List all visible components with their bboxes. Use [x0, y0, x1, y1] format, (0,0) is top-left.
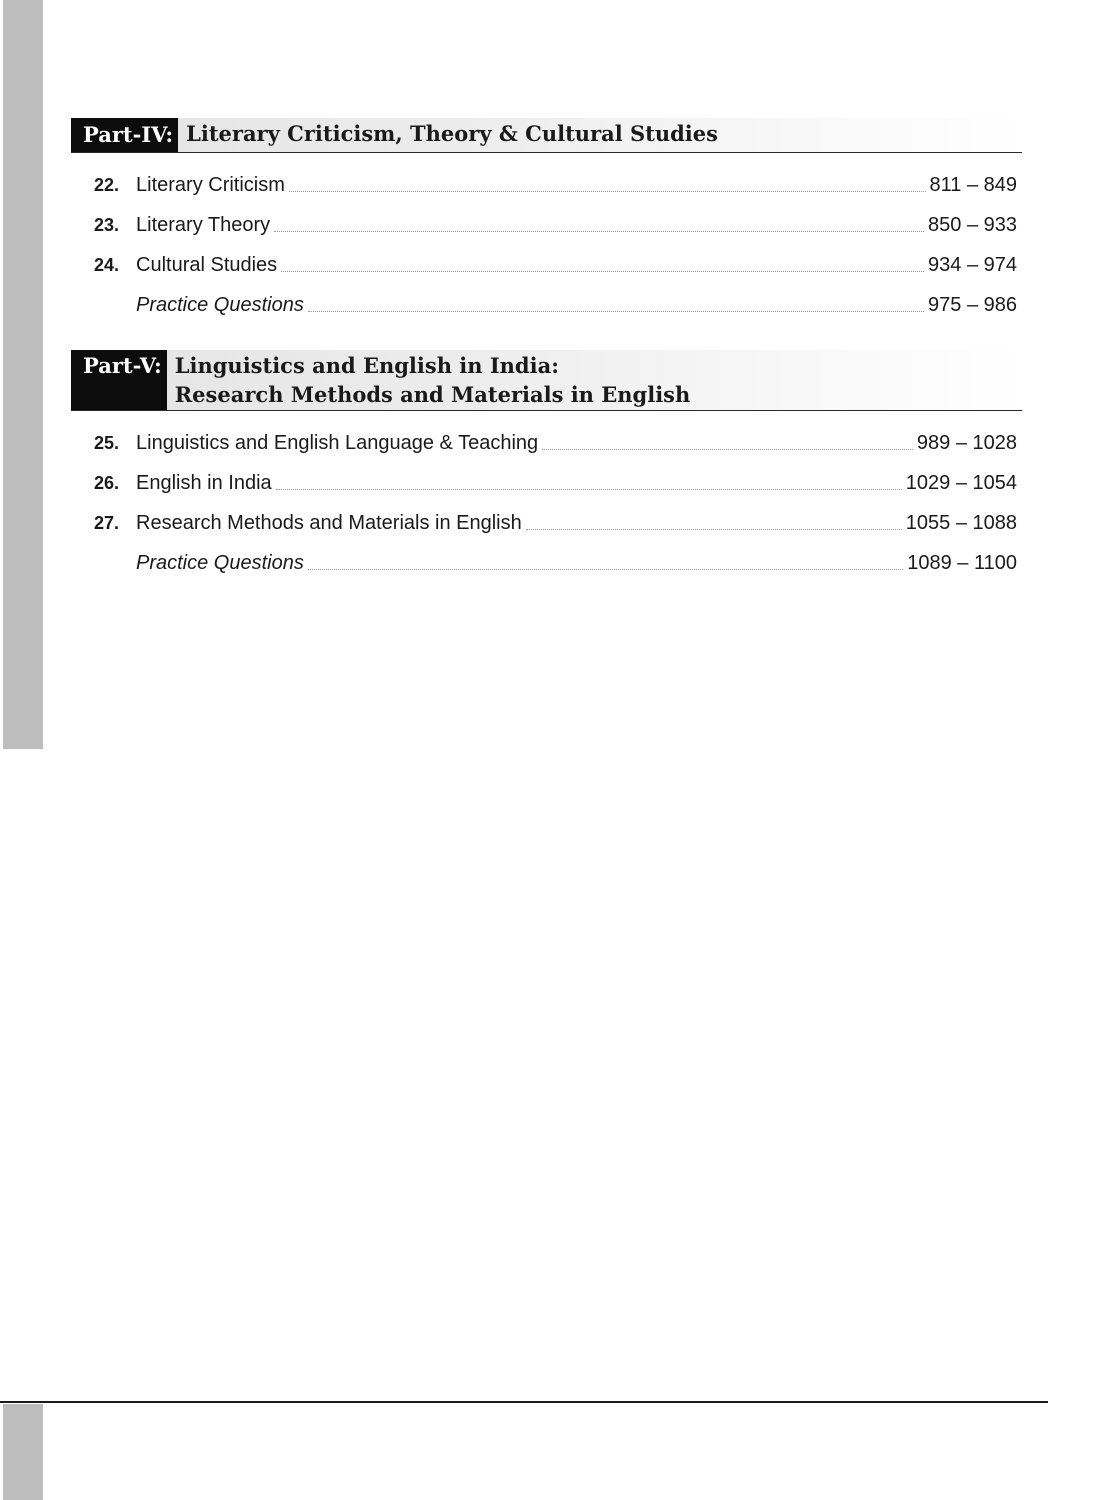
chapter-title: English in India: [136, 471, 272, 494]
toc-entry-list: [71, 165, 1022, 325]
dot-leader: [276, 489, 902, 490]
part-label: Part-IV:: [71, 118, 178, 152]
dot-leader: [308, 311, 924, 312]
chapter-title: Practice Questions: [136, 293, 304, 316]
part-title-line: Research Methods and Materials in English: [174, 382, 691, 407]
part-title: [167, 350, 691, 410]
chapter-title: Linguistics and English Language & Teaching: [136, 431, 539, 454]
toc-entry[interactable]: [71, 423, 1022, 463]
toc-entry[interactable]: [71, 245, 1022, 285]
toc-entry-list: [71, 423, 1022, 583]
page-range: 1029 – 1054: [905, 471, 1017, 494]
part-header: [71, 118, 1022, 153]
toc-entry[interactable]: [71, 503, 1022, 543]
chapter-title: Cultural Studies: [136, 253, 278, 276]
page-range: 975 – 986: [928, 293, 1017, 316]
dot-leader: [542, 449, 913, 450]
part-title: [178, 118, 718, 152]
part-title-line: Linguistics and English in India:: [174, 353, 559, 378]
toc-entry[interactable]: [71, 165, 1022, 205]
chapter-number: 23.: [93, 214, 119, 235]
side-margin-bar-bottom: [3, 1404, 43, 1500]
dot-leader: [289, 191, 926, 192]
chapter-number: 25.: [93, 432, 119, 453]
page-range: 1055 – 1088: [905, 511, 1017, 534]
chapter-number: 27.: [93, 512, 119, 533]
toc-entry[interactable]: [71, 205, 1022, 245]
chapter-title: Practice Questions: [136, 551, 304, 574]
toc-entry[interactable]: [71, 543, 1022, 583]
part-section-iv: [71, 118, 1022, 325]
chapter-number: 24.: [93, 254, 119, 275]
chapter-number: 22.: [93, 174, 119, 195]
footer-rule: [0, 1401, 1048, 1403]
toc-entry[interactable]: [71, 463, 1022, 503]
dot-leader: [308, 569, 903, 570]
part-section-v: [71, 350, 1022, 583]
part-header: [71, 350, 1022, 411]
chapter-title: Literary Theory: [136, 213, 271, 236]
dot-leader: [526, 529, 902, 530]
toc-entry[interactable]: [71, 285, 1022, 325]
dot-leader: [281, 271, 924, 272]
dot-leader: [274, 231, 924, 232]
page-range: 934 – 974: [928, 253, 1017, 276]
page-range: 850 – 933: [928, 213, 1017, 236]
chapter-title: Research Methods and Materials in English: [136, 511, 522, 534]
part-title-line: Literary Criticism, Theory & Cultural Studies: [186, 121, 718, 146]
page-range: 1089 – 1100: [907, 551, 1017, 574]
side-margin-bar-top: [3, 0, 43, 749]
part-label: Part-V:: [71, 350, 167, 410]
page-range: 989 – 1028: [916, 431, 1017, 454]
chapter-number: 26.: [93, 472, 119, 493]
chapter-title: Literary Criticism: [136, 173, 285, 196]
page-range: 811 – 849: [929, 173, 1017, 196]
